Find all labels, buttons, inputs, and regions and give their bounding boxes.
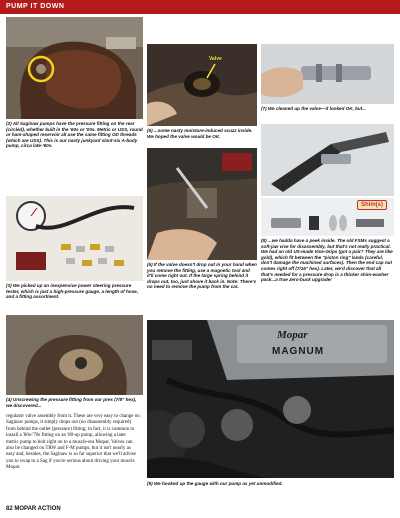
- photo-magnetic-tool: [147, 148, 257, 260]
- photo-shims: [261, 198, 394, 236]
- photo-pressure-tester: [6, 196, 143, 281]
- magnet-illustration: [147, 148, 257, 260]
- valve-illustration: [261, 44, 394, 104]
- photo-saginaw-pump: [6, 17, 143, 119]
- vise-illustration: [261, 124, 394, 196]
- caption-9: (9) We hooked up the gauge with our pump as yet unmodified.: [147, 481, 283, 486]
- valve-label: Valve: [209, 56, 222, 62]
- mopar-badge: Mopar: [277, 329, 308, 341]
- caption-7: (7) We cleaned up the valve—it looked OK, but...: [261, 106, 367, 111]
- caption-6: (6) If the valve doesn't drop out in your hand when you remove the fitting, use a magnetic tool and it'll come right out. If the large spring behind it drops out, too, just shove it back in. Note: There's no need to remove the pump from the car.: [147, 262, 257, 290]
- magnum-badge: MAGNUM: [272, 346, 325, 357]
- page-folio: 82 MOPAR ACTION: [6, 506, 61, 512]
- photo-vise-grips: [261, 124, 394, 196]
- unscrew-illustration: [6, 315, 143, 395]
- photo-cleaned-valve: [261, 44, 394, 104]
- article-body: regulator valve assembly from it. These are very easy to change on Saginaw pumps, it simply drops out (no disassembly required) from behind the outlet (pressure) fitting; in fact, it is common to install a '80s-'70s fitting on an '80-up pump, allowing a later metric pump to bolt right on to a muscle-era Mopar. Valves can also be changed on TRW and F-M pumps, but it isn't nearly as easy and, besides, the Saginaw is so far superior that we'll advise you to swap to a Sag if you're serious about driving your muscle Mopar.: [6, 414, 140, 471]
- photo-moisture-scuzz: [147, 44, 257, 126]
- tester-illustration: [6, 196, 143, 281]
- photo-engine-gauge: [147, 320, 394, 478]
- caption-4: (4) Unscrewing the pressure fitting from our pres (7/8" hex), we discovered...: [6, 397, 137, 408]
- pump-illustration: [6, 17, 143, 119]
- caption-8: (8) ...we hadda have a peek inside. The old FSMs suggest a soft-jaw vise for disassembly, but that's not really practical. We had an old US-made Vise-Grips (got a pair? They are like gold), which fit between the "piston ring" lands (careful, don't damage the machined surfaces). Then the end cap nut comes right off (7/16" hex). Later, we'd discover that all that's needed for a pressure drop is a thicker shim-washer pack...a true zero-buck upgrade!: [261, 238, 393, 283]
- scuzz-illustration: [147, 44, 257, 126]
- caption-5: (5) ...some nasty moisture-induced scuzz inside. We hoped the valve would be OK.: [147, 128, 253, 139]
- section-header: PUMP IT DOWN: [0, 0, 400, 14]
- photo-unscrewing-fitting: [6, 315, 143, 395]
- caption-3: (3) We picked up an inexpensive power steering pressure tester, which is just a high-pressure gauge, a length of hose, and a fitting assortment.: [6, 283, 138, 300]
- engine-illustration: [147, 320, 394, 478]
- shims-label: Shim(s): [357, 200, 387, 210]
- caption-2: (2) All Saginaw pumps have the pressure fitting on the rear (circled), whether built in the '60s or '00s. Metric or USS, round or ham-shaped reservoir all use the same fitting OD threads (which are USS). This is our nasty junkyard slant-six A-body pump, circa late-'60s.: [6, 121, 143, 149]
